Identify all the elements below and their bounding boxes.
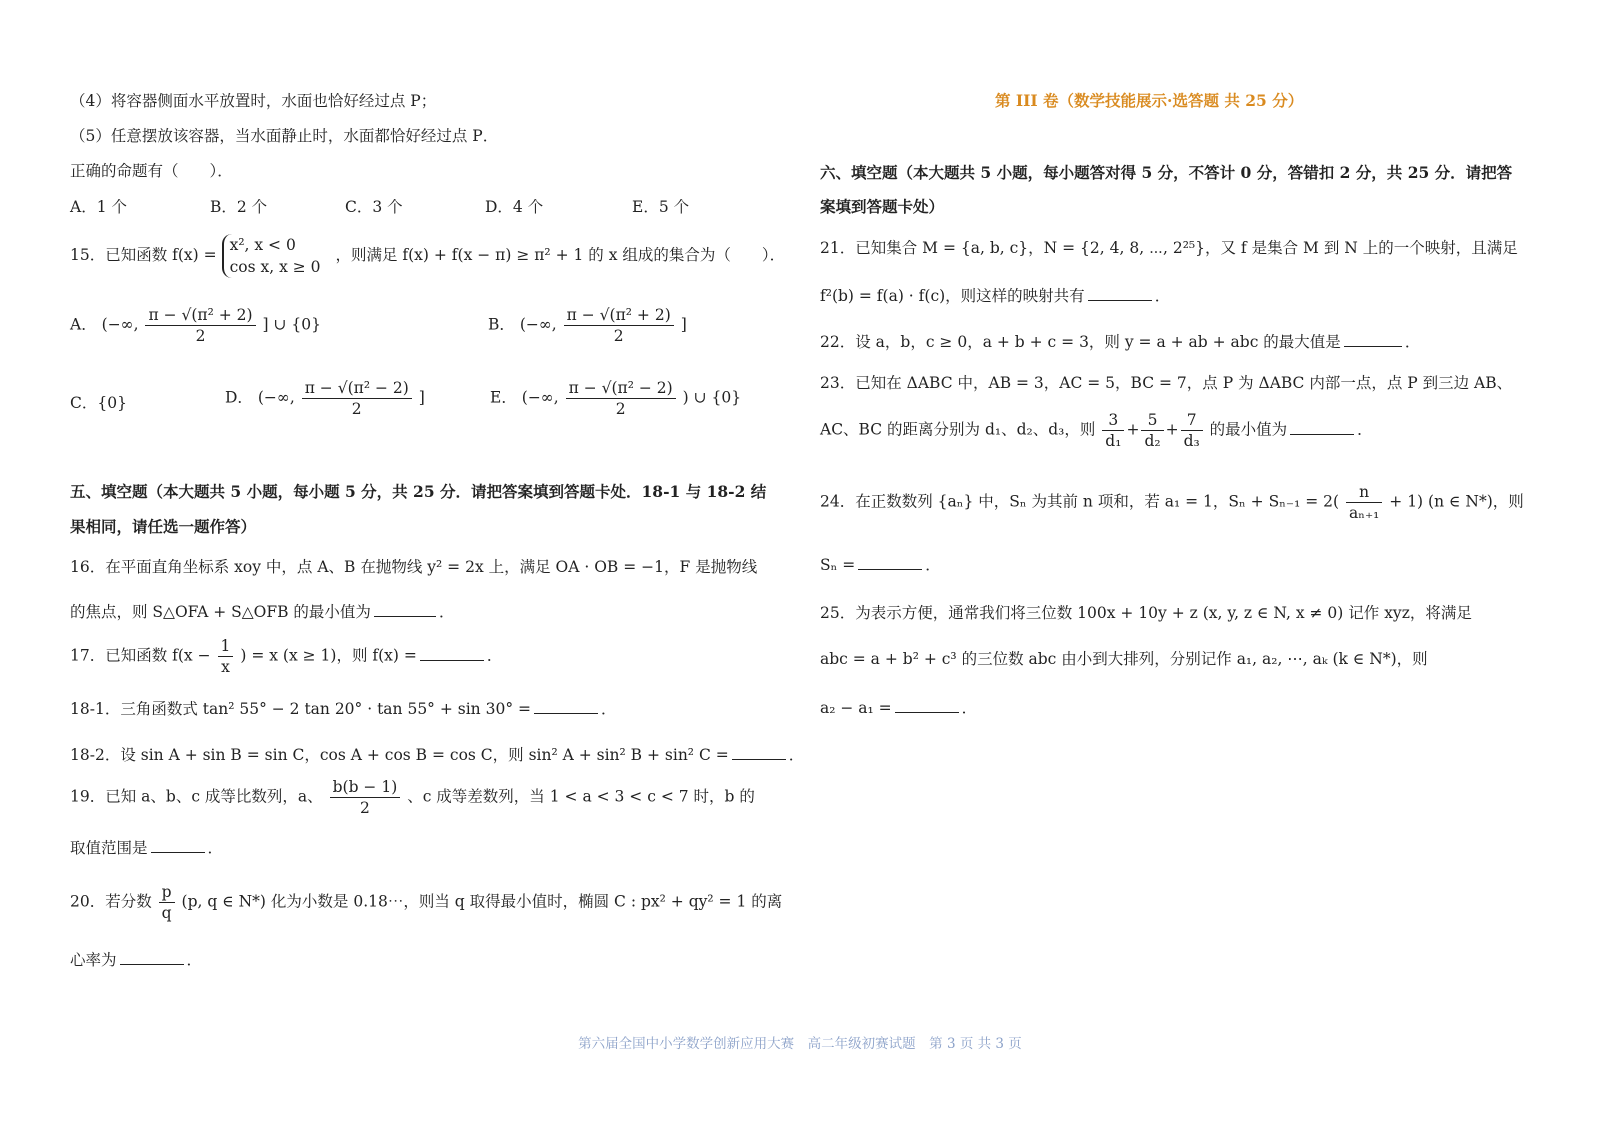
q15-option-d-pre: (−∞, [257,388,295,407]
q24-pre: 24．在正数数列 {aₙ} 中，Sₙ 为其前 n 项和，若 a₁ = 1，Sₙ + Sₙ₋₁ = 2( [820,492,1340,511]
q25-line-2: abc = a + b² + c³ 的三位数 abc 由小到大排列，分别记作 a₁, a₂, ⋯, aₖ (k ∈ N*)，则 [820,650,1428,668]
q17-answer-blank[interactable] [420,644,484,661]
q19-answer-blank[interactable] [151,836,205,853]
q15-option-b-label: B． [488,315,515,334]
q15-option-b-numerator: π − √(π² + 2) [564,305,674,326]
q19-denominator: 2 [360,799,370,817]
q19-post: 、c 成等差数列，当 1 < a < 3 < c < 7 时，b 的 [407,787,755,806]
q18-1: 18-1．三角函数式 tan² 55° − 2 tan 20° · tan 55° + sin 30° = ． [70,697,617,720]
q20-pre: 20．若分数 [70,892,152,911]
q15-option-b-denominator: 2 [613,327,624,345]
q15-piecewise [222,234,327,278]
q15-option-e-post: ) ∪ {0} [682,388,742,407]
q17-denominator: x [221,658,230,676]
q15-option-d [225,378,425,419]
q18-1-answer-blank[interactable] [534,697,598,714]
q17-numerator: 1 [218,636,234,657]
q22-answer-blank[interactable] [1344,330,1402,347]
q15-option-e [490,378,741,419]
q23-fraction-3-denominator: d₃ [1183,432,1200,450]
section-6-title: 六、填空题（本大题共 5 小题，每小题答对得 5 分，不答计 0 分，答错扣 2 分，共 25 分．请把答案填到答题卡处） [820,163,1513,216]
q23-line-1: 23．已知在 ΔABC 中，AB = 3，AC = 5，BC = 7，点 P 为 ΔABC 内部一点，点 P 到三边 AB、 [820,374,1513,392]
q23-fraction-2-numerator: 5 [1141,410,1163,431]
q21-line-1: 21．已知集合 M = {a, b, c}，N = {2, 4, 8, ⋯, 2²⁵}，又 f 是集合 M 到 N 上的一个映射，且满足 [820,239,1518,257]
q17-post: ) = x (x ≥ 1)，则 f(x) = [240,646,417,665]
q15-option-a-label: A． [70,315,97,334]
q25-answer-blank[interactable] [895,696,959,713]
q25-text: a₂ − a₁ = [820,699,892,717]
q24-line-2: Sₙ = ． [820,553,941,576]
q24-fraction [1346,482,1382,523]
q15-case-1: x², x < 0 [229,236,296,254]
q15-option-a-pre: (−∞, [101,315,139,334]
q15-stem [70,234,785,278]
q14-statement-5: （5）任意摆放该容器，当水面静止时，水面都恰好经过点 P． [70,127,499,145]
q15-suffix: ，则满足 f(x) + f(x − π) ≥ π² + 1 的 x 组成的集合为（ ）． [335,246,786,264]
q18-2: 18-2．设 sin A + sin B = sin C，cos A + cos B = cos C，则 sin² A + sin² B + sin² C = ． [70,743,804,766]
q22: 22．设 a，b，c ≥ 0，a + b + c = 3，则 y = a + ab + abc 的最大值是 ． [820,330,1420,353]
q20-line-1 [70,882,782,923]
q15-option-e-numerator: π − √(π² − 2) [566,378,676,399]
q15-option-d-denominator: 2 [351,400,362,418]
q24-text: Sₙ = [820,556,856,574]
q25-line-3: a₂ − a₁ = ． [820,696,977,719]
q16-line-1: 16．在平面直角坐标系 xoy 中，点 A、B 在抛物线 y² = 2x 上，满足 OA · OB = −1，F 是抛物线 [70,558,758,576]
q20-text: 心率为 [70,951,117,969]
q17-pre: 17．已知函数 f(x − [70,646,211,665]
q15-option-e-denominator: 2 [615,400,626,418]
q14-statement-4: （4）将容器侧面水平放置时，水面也恰好经过点 P； [70,92,437,110]
q15-option-d-fraction [302,378,412,419]
q15-option-e-label: E． [490,388,517,407]
q24-line-1 [820,482,1524,523]
q24-numerator: n [1346,482,1382,503]
q14-option-a: A．1 个 [70,198,127,216]
q15-option-a-post: ] ∪ {0} [262,315,321,334]
q15-option-b [488,305,687,346]
q15-option-a-fraction [145,305,255,346]
q15-option-e-fraction [566,378,676,419]
q15-case-2: cos x, x ≥ 0 [229,258,321,276]
q15-option-a-denominator: 2 [195,327,206,345]
q15-option-d-label: D． [225,388,253,407]
q20-line-2: 心率为 ． [70,948,202,971]
q14-option-b: B．2 个 [210,198,268,216]
q17-fraction [218,636,234,677]
q15-option-b-post: ] [680,315,687,334]
q18-2-answer-blank[interactable] [732,743,786,760]
q20-numerator: p [159,882,175,903]
q19-line-2: 取值范围是 ． [70,836,223,859]
q23-pre: AC、BC 的距离分别为 d₁、d₂、d₃，则 [820,420,1096,439]
q15-option-d-numerator: π − √(π² − 2) [302,378,412,399]
q20-post: (p, q ∈ N*) 化为小数是 0.18⋯，则当 q 取得最小值时，椭圆 C : px² + qy² = 1 的离 [181,892,783,911]
q22-text: 22．设 a，b，c ≥ 0，a + b + c = 3，则 y = a + ab + abc 的最大值是 [820,333,1341,351]
q14-option-c: C．3 个 [345,198,403,216]
q23-post: 的最小值为 [1209,420,1288,439]
q17: 17．已知函数 f(x − $\frac{1}{x}$ ) = x (x ≥ 1)，则 f(x) = ． [70,637,503,676]
q15-option-a [70,305,321,346]
q15-option-e-pre: (−∞, [521,388,559,407]
section-5-title: 五、填空题（本大题共 5 小题，每小题 5 分，共 25 分．请把答案填到答题卡处．18-1 与 18-2 结果相同，请任选一题作答） [70,482,767,536]
q15-option-b-fraction [564,305,674,346]
q21-answer-blank[interactable] [1088,284,1152,301]
q24-answer-blank[interactable] [858,553,922,570]
q15-option-a-numerator: π − √(π² + 2) [145,305,255,326]
q23-line-2: AC、BC 的距离分别为 d₁、d₂、d₃，则 $\frac{3}{\text{d₁}}$ + $\frac{5}{\text{d₂}}$ + $\frac{7}{\text{d₃}}$ 的最小值为 ． [820,411,1373,450]
q14-option-e: E．5 个 [632,198,690,216]
q19-pre: 19．已知 a、b、c 成等比数列，a、 [70,787,323,806]
q23-answer-blank[interactable] [1290,418,1354,435]
part-3-title: 第 III 卷（数学技能展示·选答题 共 25 分） [995,91,1304,110]
q23-fraction-1-denominator: d₁ [1105,432,1122,450]
q15-prefix: 15．已知函数 f(x) = [70,246,217,264]
q16-answer-blank[interactable] [374,600,436,617]
q23-fraction-2-denominator: d₂ [1144,432,1161,450]
q23-fraction-3 [1181,410,1203,451]
q15-option-c: C．{0} [70,394,127,412]
q20-fraction [159,882,175,923]
q19-text: 取值范围是 [70,839,148,857]
q19-fraction [330,777,401,818]
q25-line-1: 25．为表示方便，通常我们将三位数 100x + 10y + z (x, y, z ∈ N, x ≠ 0) 记作 xyz，将满足 [820,604,1472,622]
q14-prompt: 正确的命题有（ ）． [70,162,233,180]
q24-post: + 1) (n ∈ N*)，则 [1389,492,1524,511]
q23-fraction-1 [1102,410,1124,451]
q19-numerator: b(b − 1) [330,777,401,798]
q23-fraction-1-numerator: 3 [1102,410,1124,431]
q23-fraction-2 [1141,410,1163,451]
q18-1-text: 18-1．三角函数式 tan² 55° − 2 tan 20° · tan 55° + sin 30° = [70,700,531,718]
q21-line-2: f²(b) = f(a) · f(c)，则这样的映射共有 ． [820,284,1170,307]
q20-denominator: q [161,904,172,922]
q20-answer-blank[interactable] [120,948,184,965]
q24-denominator: aₙ₊₁ [1349,504,1380,522]
q14-option-d: D．4 个 [485,198,544,216]
q16-line-2: 的焦点，则 S△OFA + S△OFB 的最小值为 ． [70,600,454,623]
q15-option-d-post: ] [418,388,425,407]
q18-2-text: 18-2．设 sin A + sin B = sin C，cos A + cos B = cos C，则 sin² A + sin² B + sin² C = [70,746,729,764]
q16-text: 的焦点，则 S△OFA + S△OFB 的最小值为 [70,603,371,621]
q23-fraction-3-numerator: 7 [1181,410,1203,431]
page-footer: 第六届全国中小学数学创新应用大赛 高二年级初赛试题 第 3 页 共 3 页 [578,1036,1022,1052]
q15-option-b-pre: (−∞, [519,315,557,334]
q19-line-1 [70,777,755,818]
q21-text: f²(b) = f(a) · f(c)，则这样的映射共有 [820,287,1085,305]
